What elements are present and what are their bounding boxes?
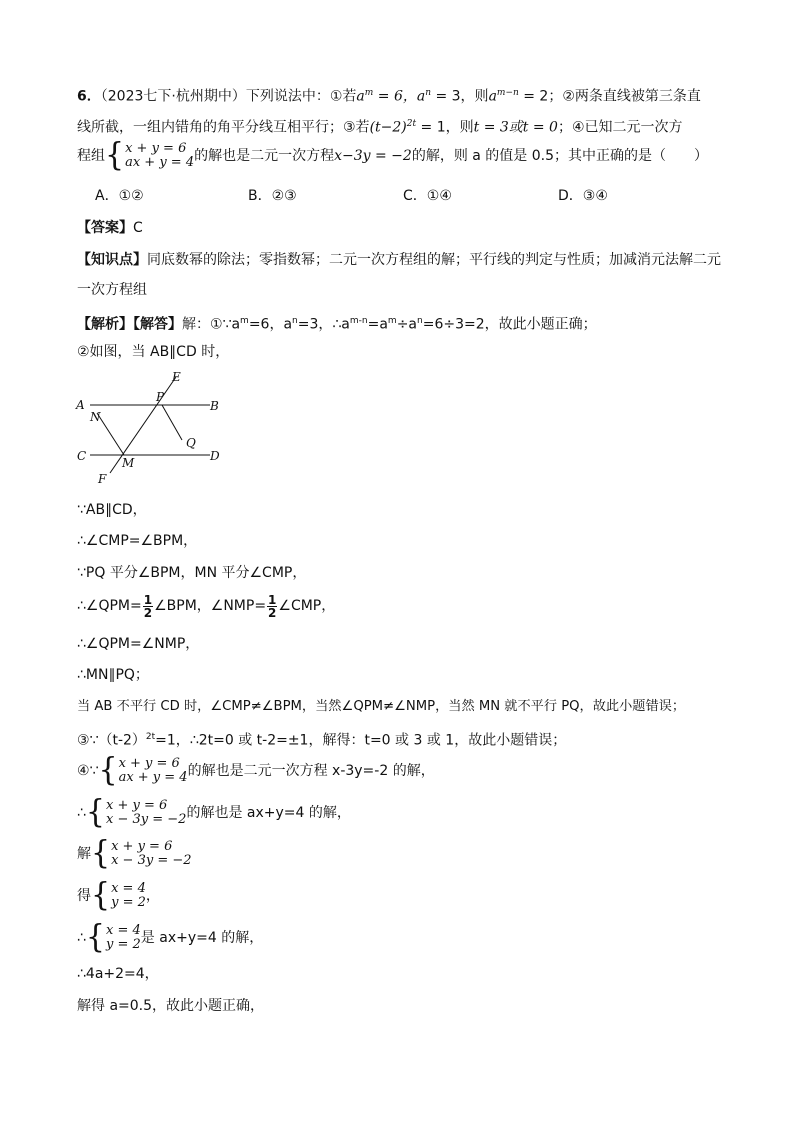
analysis-text: 的解也是二元一次方程 x-3y=-2 的解， xyxy=(187,763,435,779)
equation: x = 4 xyxy=(106,923,141,938)
equation: x − 3y = −2 xyxy=(106,812,187,827)
label-b: B xyxy=(210,399,219,413)
exp: 2t xyxy=(145,732,156,742)
analysis-step-13 xyxy=(77,919,264,956)
answer-value: C xyxy=(133,220,143,236)
equation: x + y = 6 xyxy=(118,756,180,771)
analysis-text: ∴∠QPM= xyxy=(77,598,142,614)
equation: ax + y = 4 xyxy=(118,770,188,785)
analysis-step-11 xyxy=(77,835,192,872)
analysis-text: ③∵（t-2） xyxy=(77,732,146,749)
analysis-step-5: ∴∠QPM=∠NMP， xyxy=(77,636,200,652)
label-c: C xyxy=(77,449,87,463)
question-text: = 3，则 xyxy=(431,88,489,105)
math-exp: n xyxy=(425,88,432,98)
label-f: F xyxy=(98,472,107,486)
geometry-figure xyxy=(72,365,242,490)
label-p: P xyxy=(156,390,165,404)
analysis-text: =1，∴2t=0 或 t-2=±1，解得：t=0 或 3 或 1，故此小题错误； xyxy=(155,732,567,749)
question-text: ；④已知二元一次方 xyxy=(557,119,683,136)
equation: x + y = 6 xyxy=(125,141,187,156)
label-d: D xyxy=(210,449,220,463)
equation: x = 4 xyxy=(111,881,146,896)
analysis-text: ∠CMP， xyxy=(278,598,336,614)
question-line-3 xyxy=(77,137,709,174)
analysis-step-6: ∴MN∥PQ； xyxy=(77,667,149,683)
analysis-text: 得 xyxy=(77,888,91,904)
label-n: N xyxy=(90,410,101,424)
question-number: 6． xyxy=(77,88,101,105)
line-ef xyxy=(110,377,176,473)
equation-system xyxy=(106,799,186,827)
equation: x + y = 6 xyxy=(111,839,173,854)
option-d: D．③④ xyxy=(558,188,608,204)
equation: y = 2 xyxy=(106,937,141,952)
question-text: 的解，则 a 的值是 0.5；其中正确的是（ ） xyxy=(411,148,709,164)
analysis-text: ÷a xyxy=(396,316,418,333)
analysis-text: 的解也是 ax+y=4 的解， xyxy=(186,805,351,821)
label-a: A xyxy=(76,398,85,412)
equation-system xyxy=(111,840,191,868)
exp: m-n xyxy=(349,316,368,326)
analysis-step-3: ∵PQ 平分∠BPM，MN 平分∠CMP， xyxy=(77,565,307,581)
math-exp: m xyxy=(364,88,374,98)
math-expr: t = 3或t = 0 xyxy=(473,119,558,136)
analysis-text: =6，a xyxy=(248,316,293,333)
analysis-step-12 xyxy=(77,877,160,914)
equation-system xyxy=(106,924,141,952)
knowledge-line-2: 一次方程组 xyxy=(77,282,147,298)
brace-symbol: { xyxy=(85,794,106,831)
ray-mn xyxy=(97,413,124,455)
label-e: E xyxy=(172,370,181,384)
question-text: 线所截，一组内错角的角平分线互相平行；③若 xyxy=(77,119,370,136)
analysis-text: =3，∴a xyxy=(297,316,350,333)
label-q: Q xyxy=(186,436,196,450)
analysis-line-2: ②如图，当 AB∥CD 时， xyxy=(77,344,230,360)
question-text: 的解也是二元一次方程 xyxy=(194,148,335,164)
label-m: M xyxy=(122,456,135,470)
brace-symbol: { xyxy=(105,137,125,174)
equation: y = 2 xyxy=(111,895,146,910)
equation-system xyxy=(119,757,188,785)
exp: m xyxy=(387,316,397,326)
ray-pq xyxy=(162,405,182,440)
brace-symbol: { xyxy=(91,877,111,914)
option-c: C．①④ xyxy=(403,188,452,204)
math-text: = 6， xyxy=(373,88,417,105)
equation-system xyxy=(125,142,194,170)
exp: m xyxy=(240,316,249,326)
equation-system xyxy=(111,882,146,910)
analysis-text: =a xyxy=(367,316,388,333)
option-a: A．①② xyxy=(95,188,144,204)
analysis-text: 解 xyxy=(77,846,91,862)
brace-symbol: { xyxy=(91,835,111,872)
analysis-text: ∴ xyxy=(77,805,86,821)
analysis-step-7: 当 AB 不平行 CD 时，∠CMP≠∠BPM，当然∠QPM≠∠NMP，当然 MN 就不平行 PQ，故此小题错误； xyxy=(77,699,686,714)
analysis-text: ∠BPM，∠NMP= xyxy=(154,598,267,614)
math-var: a xyxy=(488,88,497,105)
fraction-numerator: 1 xyxy=(268,592,277,607)
exp: n xyxy=(417,316,423,326)
analysis-text: =6÷3=2，故此小题正确； xyxy=(422,316,597,333)
knowledge-text: 同底数幂的除法；零指数幂；二元一次方程组的解；平行线的判定与性质；加减消元法解二元 xyxy=(147,252,721,268)
analysis-step-1: ∵AB∥CD， xyxy=(77,502,147,518)
math-expr: (t−2) xyxy=(369,119,407,136)
math-var: a xyxy=(416,88,426,105)
math-exp: 2t xyxy=(406,119,417,129)
fraction-denominator: 2 xyxy=(268,605,277,620)
fraction xyxy=(143,594,153,619)
analysis-step-10 xyxy=(77,794,351,831)
knowledge-line-1 xyxy=(77,250,721,270)
math-exp: m−n xyxy=(496,88,519,98)
question-text: 下列说法中：①若 xyxy=(245,88,357,105)
analysis-step-15: 解得 a=0.5，故此小题正确， xyxy=(77,998,265,1014)
math-expr: x−3y = −2 xyxy=(334,148,412,164)
analysis-text: ∴ xyxy=(77,930,86,946)
analysis-text: ， xyxy=(145,888,160,904)
brace-symbol: { xyxy=(98,752,118,789)
analysis-step-14: ∴4a+2=4， xyxy=(77,966,159,982)
analysis-step-4 xyxy=(77,592,335,620)
analysis-step-9 xyxy=(77,752,435,789)
question-text: = 2；②两条直线被第三条直 xyxy=(518,88,701,105)
analysis-step-2: ∴∠CMP=∠BPM， xyxy=(77,533,198,549)
question-text: 程组 xyxy=(77,148,105,164)
answer-line xyxy=(77,218,143,238)
question-source: （2023七下·杭州期中） xyxy=(100,88,246,105)
fraction-numerator: 1 xyxy=(143,592,153,607)
equation: x − 3y = −2 xyxy=(111,853,192,868)
analysis-text: 是 ax+y=4 的解， xyxy=(140,930,264,946)
knowledge-label: 【知识点】 xyxy=(77,252,147,268)
math-var: a xyxy=(356,88,365,105)
answer-label: 【答案】 xyxy=(77,220,133,236)
question-text: = 1，则 xyxy=(416,119,474,136)
analysis-text: 解：①∵a xyxy=(182,316,241,333)
analysis-line-1 xyxy=(77,311,597,335)
analysis-label: 【解析】【解答】 xyxy=(77,316,182,333)
analysis-text: ④∵ xyxy=(77,763,99,779)
brace-symbol: { xyxy=(85,919,106,956)
analysis-step-8 xyxy=(77,727,566,751)
fraction xyxy=(267,594,277,619)
question-line-1 xyxy=(77,83,701,107)
equation: x + y = 6 xyxy=(106,798,168,813)
question-line-2 xyxy=(77,114,683,138)
equation: ax + y = 4 xyxy=(125,155,195,170)
exp: n xyxy=(292,316,298,326)
fraction-denominator: 2 xyxy=(143,605,153,620)
option-b: B．②③ xyxy=(248,188,297,204)
